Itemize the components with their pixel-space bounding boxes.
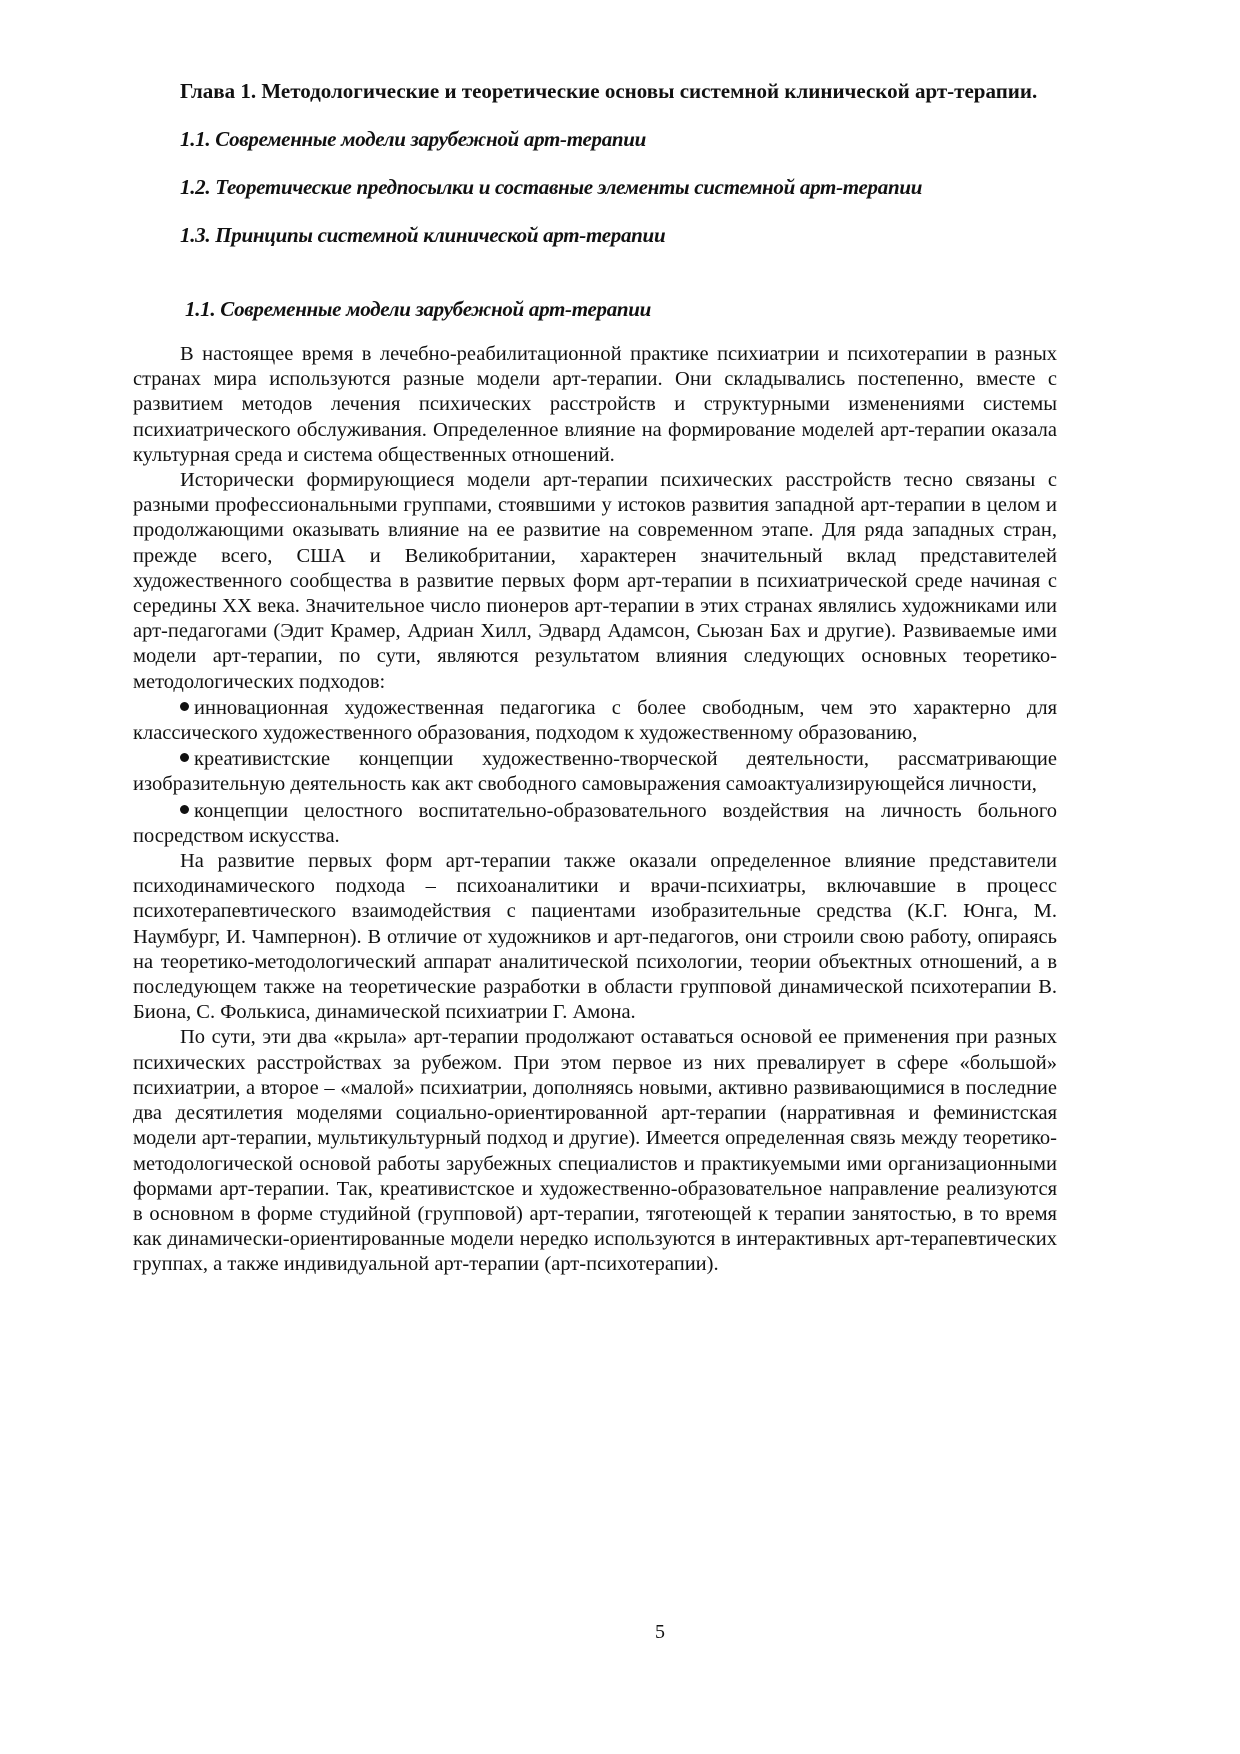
chapter-title: Глава 1. Методологические и теоретические основы системной клинической арт-терапии.: [180, 79, 1038, 103]
document-page: [133, 78, 1057, 1278]
bullet-icon: [180, 702, 189, 711]
toc-item: 1.2. Теоретические предпосылки и составные элементы системной арт-терапии: [180, 175, 923, 199]
paragraph: На развитие первых форм арт-терапии также оказали определенное влияние представители психодинамического подхода – психоаналитики и врачи-психиатры, включавшие в процесс психотерапевтического взаимодействия с пациентами изобразительные средства (К.Г. Юнга, М. Наумбург, И. Чампернон). В отличие от художников и арт-педагогов, они строили свою работу, опираясь на теоретико-методологический аппарат аналитической психологии, теории объектных отношений, а в последующем также на теоретические разработки в области групповой динамической психотерапии В. Биона, С. Фолькиса, динамической психиатрии Г. Амона.: [133, 850, 1057, 1024]
paragraph: Исторически формирующиеся модели арт-терапии психических расстройств тесно связаны с разными профессиональными группами, стоявшими у истоков развития западной арт-терапии в целом и продолжающими оказывать влияние на ее развитие на современном этапе. Для ряда западных стран, прежде всего, США и Великобритании, характерен значительный вклад представителей художественного сообщества в развитие первых форм арт-терапии в психиатрической среде начиная с середины XX века. Значительное число пионеров арт-терапии в этих странах являлись художниками или арт-педагогами (Эдит Крамер, Адриан Хилл, Эдвард Адамсон, Сьюзан Бах и другие). Развиваемые ими модели арт-терапии, по сути, являются результатом влияния следующих основных теоретико-методологических подходов:: [133, 469, 1057, 693]
bullet-text: инновационная художественная педагогика с более свободным, чем это характерно для классического художественного образования, подходом к художественному образованию,: [133, 696, 1057, 745]
section-heading: 1.1. Современные модели зарубежной арт-терапии: [185, 297, 652, 321]
paragraph: В настоящее время в лечебно-реабилитационной практике психиатрии и психотерапии в разных странах мира используются разные модели арт-терапии. Они складывались постепенно, вместе с развитием методов лечения психических расстройств и структурными изменениями системы психиатрического обслуживания. Определенное влияние на формирование моделей арт-терапии оказала культурная среда и система общественных отношений.: [133, 343, 1057, 466]
bullet-item: [133, 747, 1057, 797]
bullet-item: [133, 799, 1057, 849]
bullet-icon: [180, 753, 189, 762]
section-body: [133, 342, 1057, 1278]
table-of-contents: [133, 126, 1057, 248]
bullet-text: концепции целостного воспитательно-образовательного воздействия на личность больного посредством искусства.: [133, 799, 1057, 847]
bullet-item: [133, 696, 1057, 746]
page-number: 5: [655, 1621, 665, 1643]
paragraph: По сути, эти два «крыла» арт-терапии продолжают оставаться основой ее применения при разных психических расстройствах за рубежом. При этом первое из них превалирует в сфере «большой» психиатрии, а второе – «малой» психиатрии, дополняясь новыми, активно развивающимися в последние два десятилетия моделями социально-ориентированной арт-терапии (нарративная и феминистская модели арт-терапии, мультикультурный подход и другие). Имеется определенная связь между теоретико-методологической основой работы зарубежных специалистов и практикуемыми ими организационными формами арт-терапии. Так, креативистское и художественно-образовательное направление реализуются в основном в форме студийной (групповой) арт-терапии, тяготеющей к терапии занятостью, в то время как динамически-ориентированные модели нередко используются в интерактивных арт-терапевтических группах, а также индивидуальной арт-терапии (арт-психотерапии).: [133, 1026, 1057, 1276]
toc-item: 1.1. Современные модели зарубежной арт-терапии: [180, 127, 647, 151]
toc-item: 1.3. Принципы системной клинической арт-терапии: [180, 223, 666, 247]
bullet-icon: [180, 805, 189, 814]
bullet-text: креативистские концепции художественно-творческой деятельности, рассматривающие изобразительную деятельность как акт свободного самовыражения самоактуализирующейся личности,: [133, 748, 1057, 796]
